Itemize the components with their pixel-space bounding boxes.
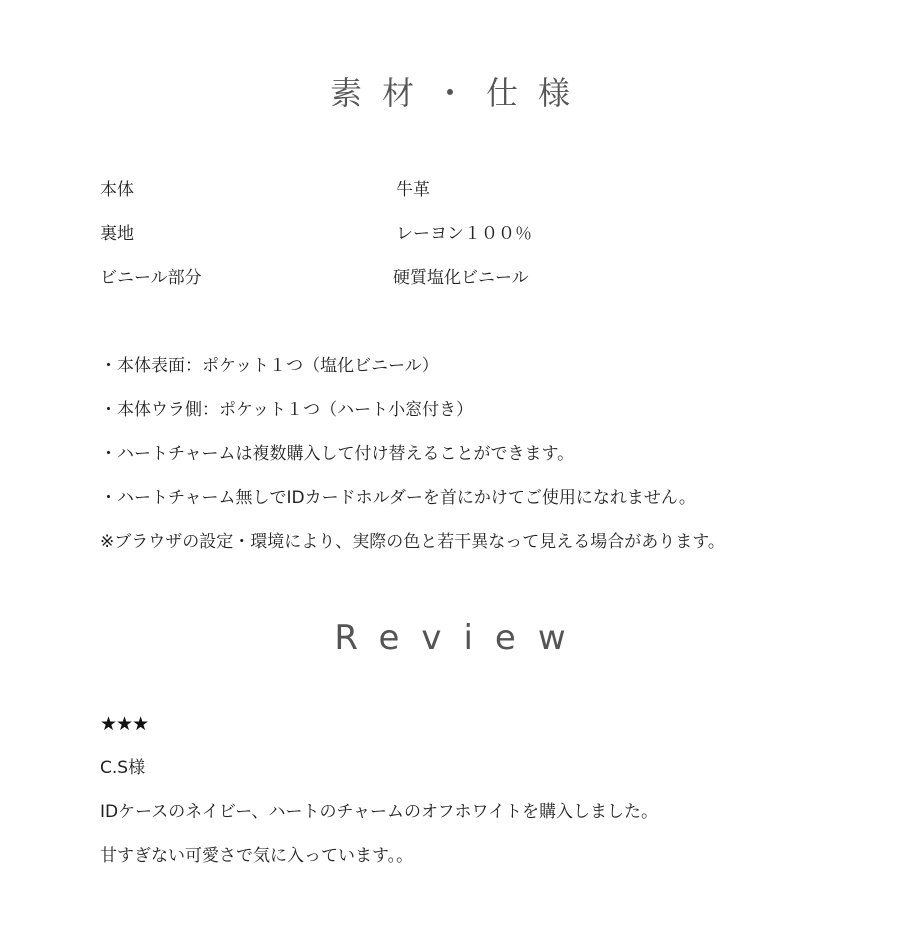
review-section-title: Review [334, 618, 588, 658]
note-charm-swap: ・ハートチャームは複数購入して付け替えることができます。 [100, 444, 575, 464]
note-back-pocket: ・本体ウラ側：ポケット１つ（ハート小窓付き） [100, 400, 474, 420]
spec-label: 本体 [100, 180, 134, 200]
spec-section-title: 素材・仕様 [329, 74, 590, 112]
spec-value: 硬質塩化ビニール [393, 268, 529, 288]
review-text-line: IDケースのネイビー、ハートのチャームのオフホワイトを購入しました。 [100, 802, 659, 822]
note-charm-required: ・ハートチャーム無しでIDカードホルダーを首にかけてご使用になれません。 [100, 488, 696, 508]
review-text-line: 甘すぎない可愛さで気に入っています。。 [100, 846, 414, 866]
spec-value: レーヨン１００％ [396, 224, 532, 244]
spec-notes [100, 352, 840, 572]
spec-label: 裏地 [100, 224, 134, 244]
spec-row-vinyl [100, 264, 800, 308]
star-rating: ★★★ [100, 713, 149, 735]
spec-table [100, 176, 800, 308]
reviewer-name: C.S様 [100, 758, 146, 778]
spec-row-body [100, 176, 800, 220]
note-color-disclaimer: ※ブラウザの設定・環境により、実際の色と若干異なって見える場合があります。 [100, 532, 725, 552]
spec-label: ビニール部分 [100, 268, 202, 288]
spec-value: 牛革 [396, 180, 430, 200]
review-entry [100, 710, 840, 886]
spec-row-lining [100, 220, 800, 264]
note-front-pocket: ・本体表面：ポケット１つ（塩化ビニール） [100, 356, 439, 376]
